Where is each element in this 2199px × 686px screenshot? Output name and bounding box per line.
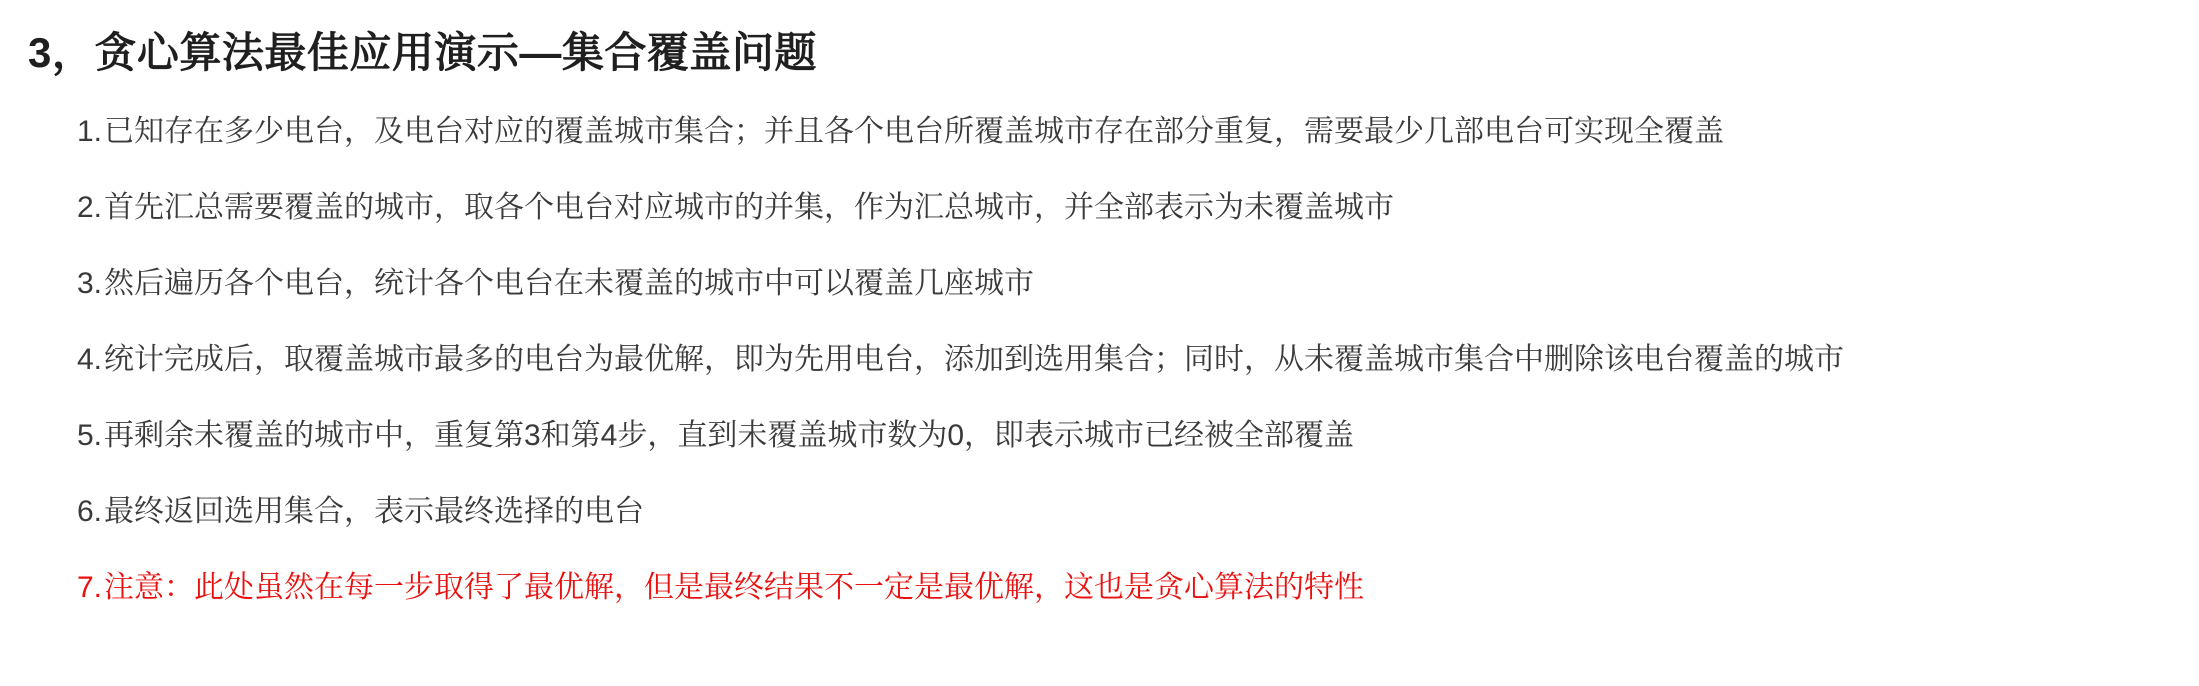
list-item-text: 最终返回选用集合，表示最终选择的电台 — [104, 494, 644, 528]
list-item — [0, 185, 2199, 230]
list-item — [0, 337, 2199, 382]
page-title: 3，贪心算法最佳应用演示—集合覆盖问题 — [28, 29, 817, 76]
list-item-text: 然后遍历各个电台，统计各个电台在未覆盖的城市中可以覆盖几座城市 — [104, 266, 1034, 300]
list-item-marker: 5. — [76, 418, 102, 452]
list-item-marker: 7. — [76, 570, 102, 604]
list-item — [0, 413, 2199, 458]
list-item — [0, 109, 2199, 154]
steps-list — [0, 83, 2199, 610]
list-item-text: 首先汇总需要覆盖的城市，取各个电台对应城市的并集，作为汇总城市，并全部表示为未覆盖城市 — [104, 190, 1394, 224]
list-item — [0, 489, 2199, 534]
list-item-marker: 6. — [76, 494, 102, 528]
list-item — [0, 261, 2199, 306]
list-item-marker: 3. — [76, 266, 102, 300]
list-item-text: 再剩余未覆盖的城市中，重复第3和第4步，直到未覆盖城市数为0，即表示城市已经被全部覆盖 — [104, 418, 1355, 452]
list-item-marker: 2. — [76, 190, 102, 224]
list-item-marker: 4. — [76, 342, 102, 376]
list-item-text: 注意：此处虽然在每一步取得了最优解，但是最终结果不一定是最优解，这也是贪心算法的特性 — [104, 570, 1364, 604]
list-item-text: 已知存在多少电台，及电台对应的覆盖城市集合；并且各个电台所覆盖城市存在部分重复，需要最少几部电台可实现全覆盖 — [104, 114, 1724, 148]
list-item-marker: 1. — [76, 114, 102, 148]
list-item-note — [0, 565, 2199, 610]
list-item-text: 统计完成后，取覆盖城市最多的电台为最优解，即为先用电台，添加到选用集合；同时，从未覆盖城市集合中删除该电台覆盖的城市 — [104, 342, 1844, 376]
